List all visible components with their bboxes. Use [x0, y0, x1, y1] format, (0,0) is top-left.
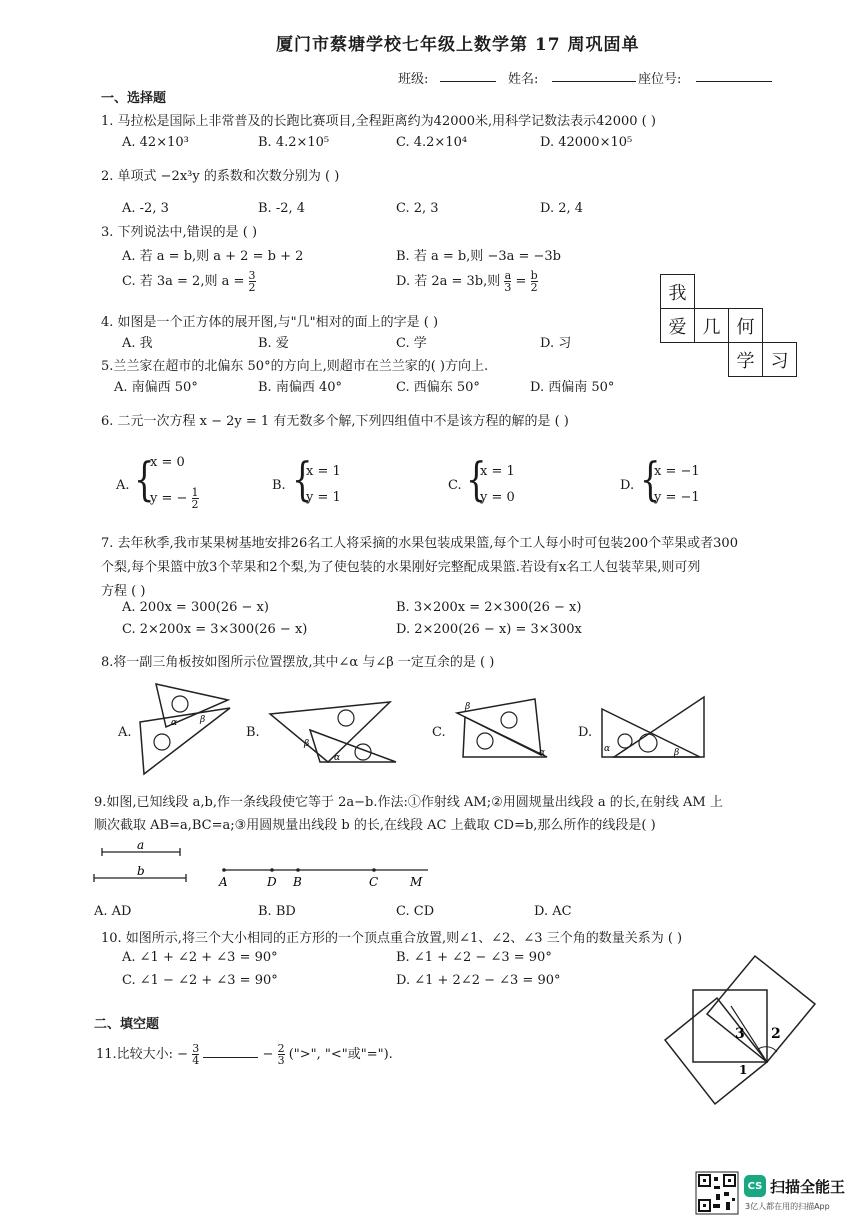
fraction — [192, 487, 199, 510]
minus-sign: − — [262, 1047, 274, 1062]
q6-a-line2 — [150, 487, 199, 510]
numerator: 3 — [248, 269, 256, 282]
q7-option-b: B. 3×200x = 2×300(26 − x) — [396, 600, 582, 615]
denominator: 2 — [191, 498, 199, 511]
cube-cell-he: 何 — [728, 308, 763, 343]
q1-option-b: B. 4.2×10⁵ — [258, 135, 330, 150]
fraction — [504, 270, 511, 293]
beta-label: β — [200, 715, 206, 725]
q5-option-c: C. 西偏东 50° — [396, 380, 480, 395]
numerator: a — [504, 269, 512, 282]
denominator: 2 — [530, 281, 538, 294]
q2-option-a: A. -2, 3 — [122, 201, 169, 216]
question-1: 1. 马拉松是国际上非常普及的长跑比赛项目,全程距离约为42000米,用科学记数法表示42000 ( ) — [101, 114, 656, 129]
class-label: 班级: — [398, 72, 429, 87]
angle-1-label: 1 — [739, 1063, 748, 1077]
denominator: 3 — [277, 1054, 285, 1067]
q9-option-d: D. AC — [534, 904, 572, 919]
q3-option-b: B. 若 a = b,则 −3a = −3b — [396, 249, 562, 264]
q1-option-c: C. 4.2×10⁴ — [396, 135, 468, 150]
brace: { — [134, 452, 155, 506]
numerator: b — [530, 269, 538, 282]
q10-option-d: D. ∠1 + 2∠2 − ∠3 = 90° — [396, 973, 561, 988]
fraction — [531, 270, 538, 293]
q9-segments-figure — [92, 838, 432, 894]
question-8: 8.将一副三角板按如图所示位置摆放,其中∠α 与∠β 一定互余的是 ( ) — [101, 655, 495, 670]
segment-a-label: a — [137, 838, 145, 852]
q8-figure-d — [600, 695, 710, 765]
point-m-label: M — [410, 875, 423, 889]
q11-text: 11.比较大小: − — [96, 1047, 189, 1062]
question-9-line1: 9.如图,已知线段 a,b,作一条线段使它等于 2a−b.作法:①作射线 AM;②用圆规量出线段 a 的长,在射线 AM 上 — [94, 795, 723, 810]
q6-c-line1: x = 1 — [480, 464, 515, 479]
q6-d-line2: y = −1 — [654, 490, 700, 505]
brace: { — [640, 452, 661, 506]
scanner-logo-icon: CS — [744, 1175, 766, 1197]
question-10: 10. 如图所示,将三个大小相同的正方形的一个顶点重合放置,则∠1、∠2、∠3 三个角的数量关系为 ( ) — [101, 931, 683, 946]
page-title: 厦门市蔡塘学校七年级上数学第 17 周巩固单 — [276, 35, 640, 55]
q1-option-d: D. 42000×10⁵ — [540, 135, 633, 150]
alpha-label: α — [604, 744, 611, 754]
qr-code-icon — [696, 1172, 738, 1214]
angle-3-label: 3 — [735, 1026, 745, 1042]
fraction — [249, 270, 256, 293]
cube-cell-xi: 习 — [762, 342, 797, 377]
point-c-label: C — [369, 875, 379, 889]
q4-option-a: A. 我 — [122, 336, 153, 351]
question-2: 2. 单项式 −2x³y 的系数和次数分别为 ( ) — [101, 169, 340, 184]
q1-option-a: A. 42×10³ — [122, 135, 189, 150]
cube-cell-xue: 学 — [728, 342, 763, 377]
q7-option-d: D. 2×200(26 − x) = 3×300x — [396, 622, 582, 637]
q8-option-b: B. — [246, 725, 260, 740]
denominator: 2 — [248, 281, 256, 294]
beta-label: β — [465, 702, 471, 712]
q10-option-c: C. ∠1 − ∠2 + ∠3 = 90° — [122, 973, 278, 988]
name-label: 姓名: — [508, 72, 539, 87]
scanner-tagline: 3亿人都在用的扫描App — [745, 1202, 830, 1211]
q10-option-a: A. ∠1 + ∠2 + ∠3 = 90° — [122, 950, 278, 965]
q6-option-c-label: C. — [448, 478, 462, 493]
equation-text: y = − — [150, 491, 188, 506]
q4-option-b: B. 爱 — [258, 336, 289, 351]
q3-option-c — [122, 270, 256, 293]
question-4: 4. 如图是一个正方体的展开图,与"几"相对的面上的字是 ( ) — [101, 315, 439, 330]
question-5: 5.兰兰家在超市的北偏东 50°的方向上,则超市在兰兰家的( )方向上. — [101, 359, 489, 374]
scanner-brand: 扫描全能王 — [770, 1178, 846, 1196]
q8-option-a: A. — [118, 725, 132, 740]
q6-c-line2: y = 0 — [480, 490, 515, 505]
seat-blank — [696, 81, 772, 82]
denominator: 3 — [504, 281, 512, 294]
fraction — [192, 1043, 199, 1066]
q3-d-text: D. 若 2a = 3b,则 — [396, 274, 501, 289]
q10-squares-figure — [655, 950, 825, 1110]
q4-option-d: D. 习 — [540, 336, 572, 351]
question-3: 3. 下列说法中,错误的是 ( ) — [101, 225, 258, 240]
alpha-label: α — [171, 718, 178, 728]
point-b-label: B — [293, 875, 302, 889]
numerator: 2 — [277, 1042, 285, 1055]
q8-figure-c — [455, 695, 555, 765]
seat-label: 座位号: — [638, 72, 682, 87]
angle-2-label: 2 — [771, 1026, 781, 1042]
q8-figure-a — [138, 682, 238, 777]
cube-cell-ji: 几 — [694, 308, 729, 343]
q2-option-d: D. 2, 4 — [540, 201, 584, 216]
section-title: 二、填空题 — [94, 1017, 160, 1032]
question-7-line3: 方程 ( ) — [101, 584, 146, 599]
q9-option-a: A. AD — [94, 904, 132, 919]
section-title: 一、选择题 — [101, 91, 167, 106]
answer-blank[interactable] — [203, 1045, 258, 1058]
name-blank — [552, 81, 636, 82]
q6-b-line1: x = 1 — [306, 464, 341, 479]
q9-option-c: C. CD — [396, 904, 435, 919]
beta-label: β — [674, 748, 680, 758]
q7-option-c: C. 2×200x = 3×300(26 − x) — [122, 622, 308, 637]
q6-option-d-label: D. — [620, 478, 635, 493]
alpha-label: α — [334, 753, 341, 763]
q11-hint: (">", "<"或"="). — [288, 1047, 393, 1062]
question-7-line1: 7. 去年秋季,我市某果树基地安排26名工人将采摘的水果包装成果篮,每个工人每小时可包装200个苹果或者300 — [101, 536, 738, 551]
q3-c-text: C. 若 3a = 2,则 a = — [122, 274, 245, 289]
question-6: 6. 二元一次方程 x − 2y = 1 有无数多个解,下列四组值中不是该方程的解的是 ( ) — [101, 414, 569, 429]
denominator: 4 — [192, 1054, 200, 1067]
q10-option-b: B. ∠1 + ∠2 − ∠3 = 90° — [396, 950, 552, 965]
q3-option-d — [396, 270, 538, 293]
q6-option-b-label: B. — [272, 478, 286, 493]
beta-label: β — [304, 739, 310, 749]
question-9-line2: 顺次截取 AB=a,BC=a;③用圆规量出线段 b 的长,在线段 AC 上截取 CD=b,那么所作的线段是( ) — [94, 818, 656, 833]
brace: { — [466, 452, 487, 506]
brace: { — [292, 452, 313, 506]
q8-figure-b — [268, 700, 398, 765]
question-11 — [96, 1043, 393, 1066]
cube-cell-ai: 爱 — [660, 308, 695, 343]
cube-cell-wo: 我 — [660, 274, 695, 309]
q6-d-line1: x = −1 — [654, 464, 700, 479]
q3-option-a: A. 若 a = b,则 a + 2 = b + 2 — [122, 249, 304, 264]
q8-option-d: D. — [578, 725, 593, 740]
segment-b-label: b — [137, 864, 145, 878]
q7-option-a: A. 200x = 300(26 − x) — [122, 600, 269, 615]
alpha-label: α — [539, 748, 546, 758]
q5-option-b: B. 南偏西 40° — [258, 380, 342, 395]
q4-option-c: C. 学 — [396, 336, 427, 351]
q2-option-c: C. 2, 3 — [396, 201, 439, 216]
question-7-line2: 个梨,每个果篮中放3个苹果和2个梨,为了使包装的水果刚好完整配成果篮.若设有x名工人包装苹果,则可列 — [101, 560, 701, 575]
point-d-label: D — [267, 875, 277, 889]
q5-option-a: A. 南偏西 50° — [114, 380, 198, 395]
q6-option-a-label: A. — [116, 478, 130, 493]
q6-a-line1: x = 0 — [150, 455, 185, 470]
q5-option-d: D. 西偏南 50° — [530, 380, 615, 395]
equals-sign: = — [515, 274, 527, 289]
class-blank — [440, 81, 496, 82]
numerator: 3 — [192, 1042, 200, 1055]
q9-option-b: B. BD — [258, 904, 296, 919]
point-a-label: A — [219, 875, 228, 889]
q2-option-b: B. -2, 4 — [258, 201, 306, 216]
numerator: 1 — [191, 486, 199, 499]
q8-option-c: C. — [432, 725, 446, 740]
q6-b-line2: y = 1 — [306, 490, 341, 505]
fraction — [278, 1043, 285, 1066]
